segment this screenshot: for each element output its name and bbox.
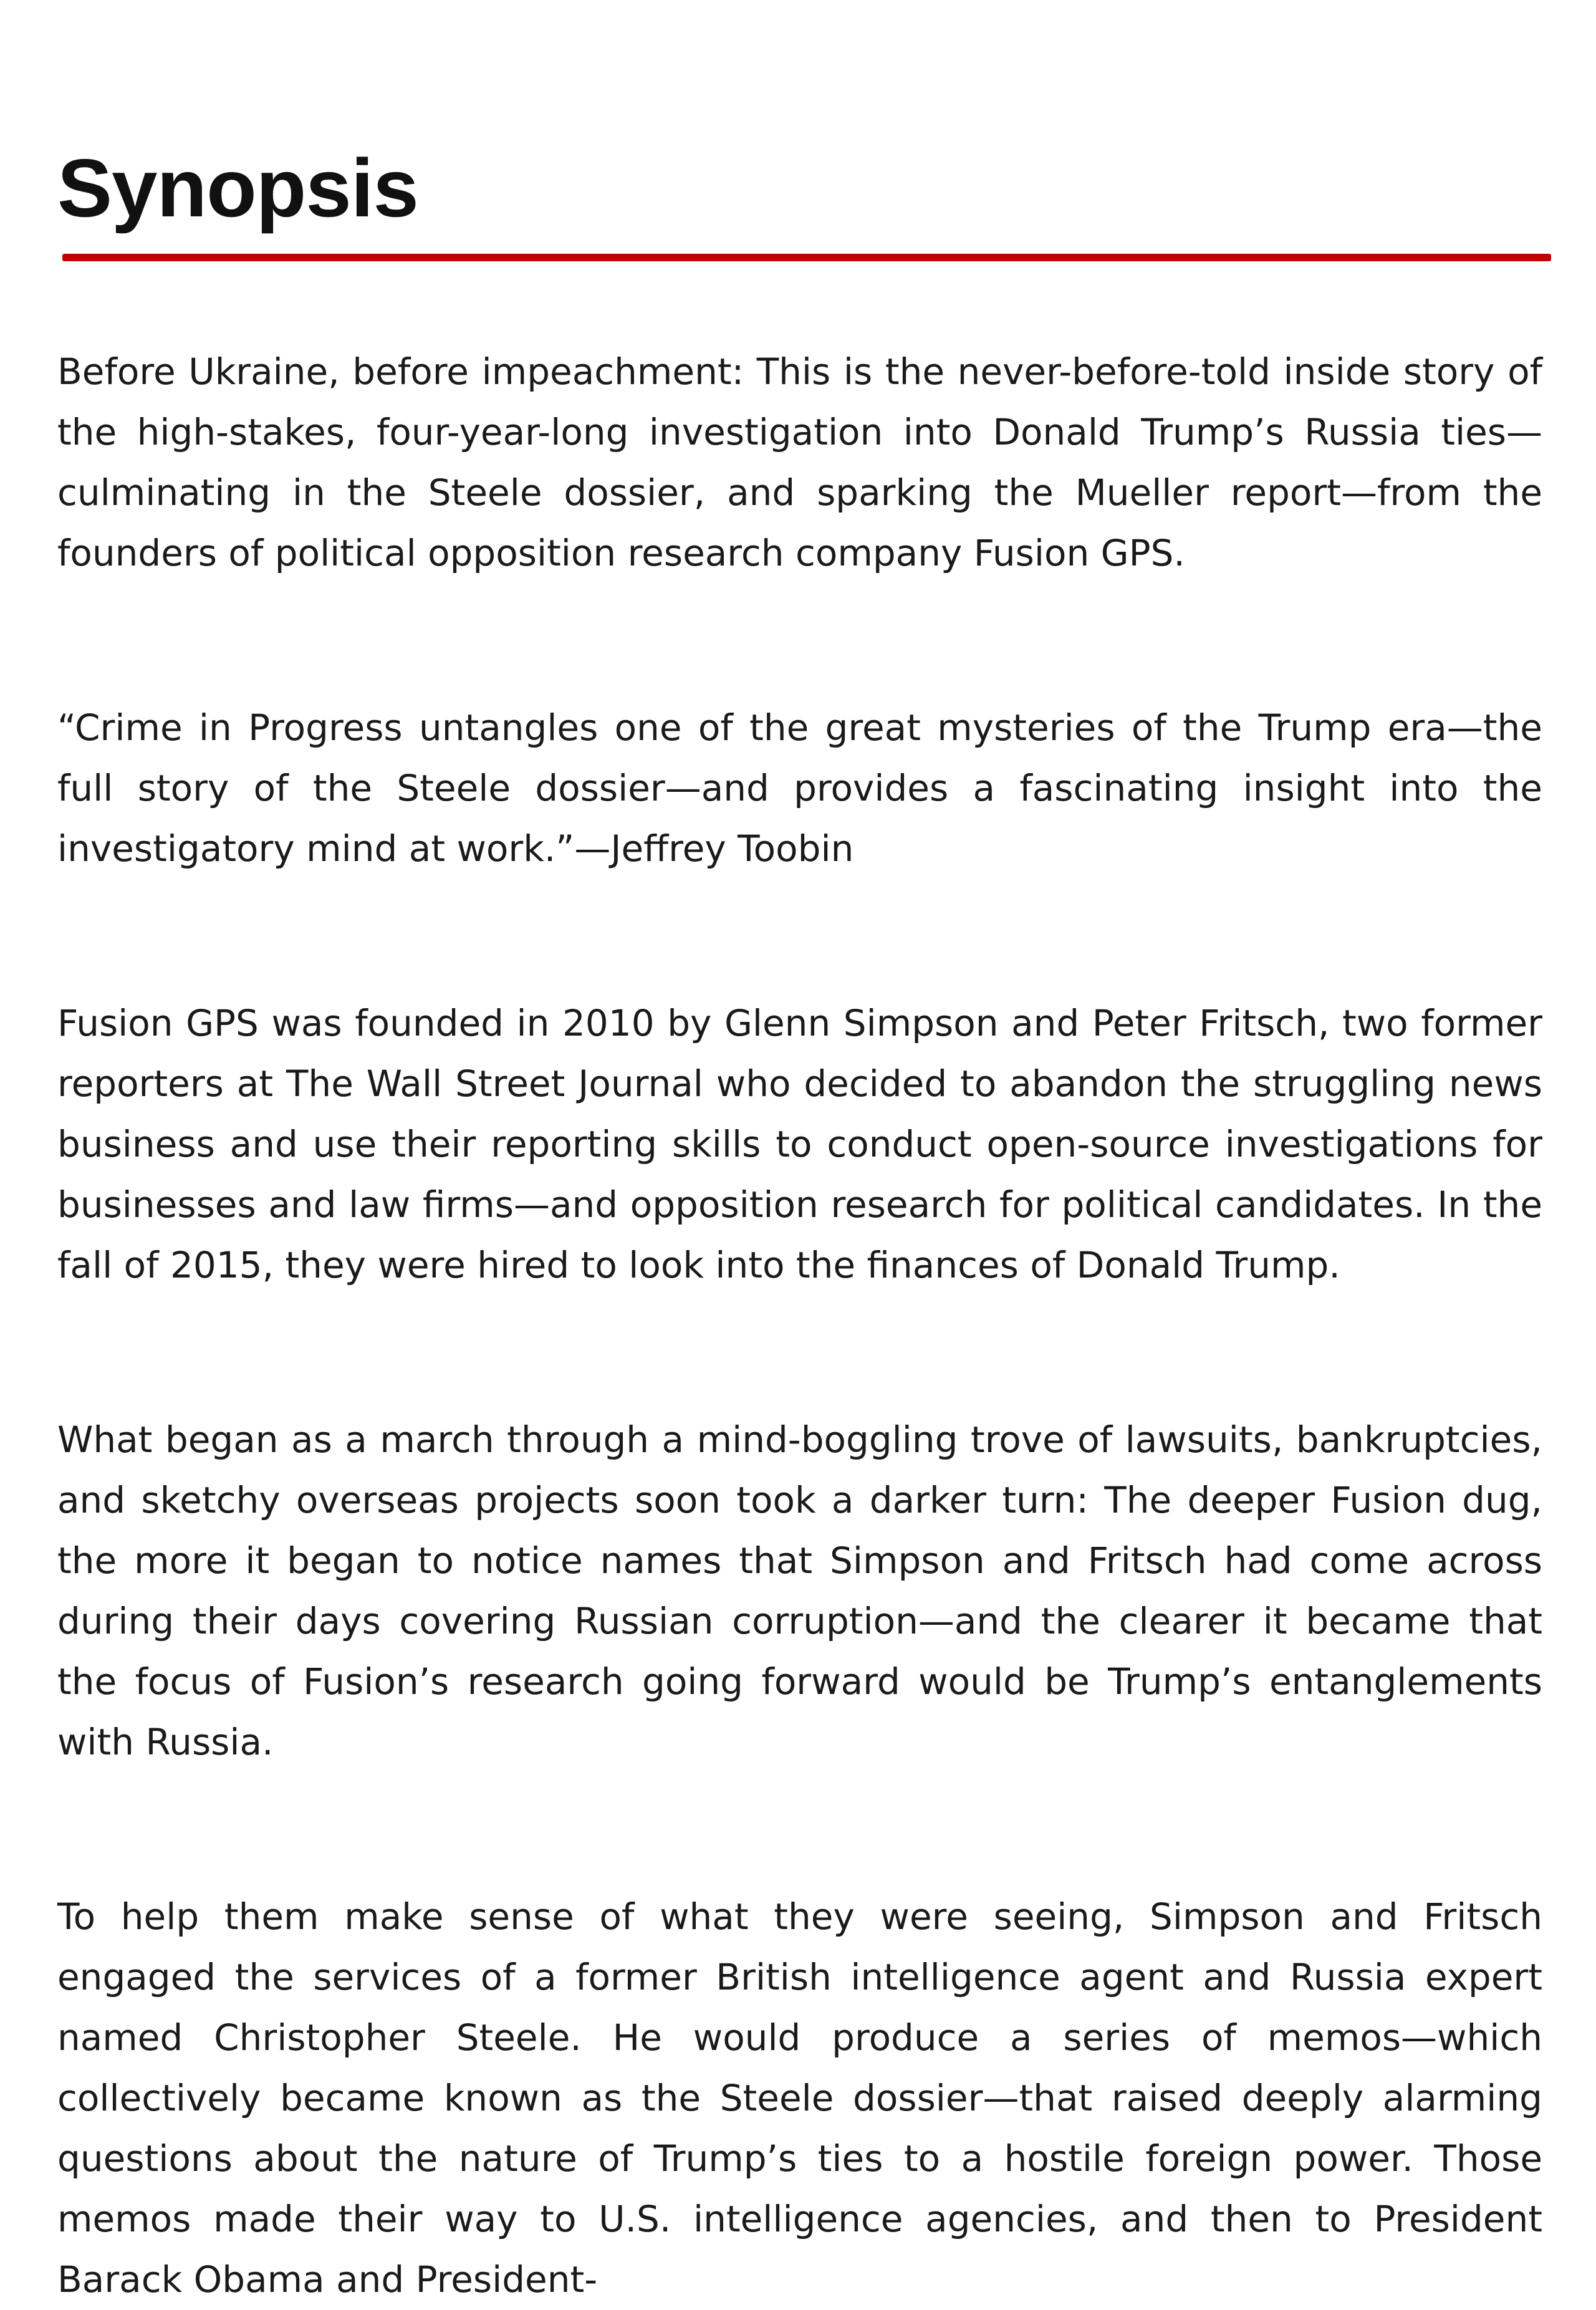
synopsis-body	[57, 342, 1542, 2310]
paragraph-founding: Fusion GPS was founded in 2010 by Glenn Simpson and Peter Fritsch, two former reporters at The Wall Street Journal who decided to abandon the struggling news business and use their reporting skills to conduct open-source investigations for businesses and law firms—and opposition research for political candidates. In the fall of 2015, they were hired to look into the finances of Donald Trump.	[57, 1002, 1542, 1286]
paragraph-quote: “Crime in Progress untangles one of the great mysteries of the Trump era—the full story of the Steele dossier—and provides a fascinating insight into the investigatory mind at work.”—Jeffrey Toobin	[57, 706, 1542, 870]
page-title: Synopsis	[57, 142, 418, 234]
title-divider	[62, 254, 1551, 261]
paragraph-investigation: What began as a march through a mind-boggling trove of lawsuits, bankruptcies, and sketchy overseas projects soon took a darker turn: The deeper Fusion dug, the more it began to notice names that Simpson and Fritsch had come across during their days covering Russian corruption—and the clearer it became that the focus of Fusion’s research going forward would be Trump’s entanglements with Russia.	[57, 1418, 1542, 1763]
paragraph-intro: Before Ukraine, before impeachment: This is the never-before-told inside story of the high-stakes, four-year-long investigation into Donald Trump’s Russia ties—culminating in the Steele dossier, and sparking the Mueller report—from the founders of political opposition research company Fusion GPS.	[57, 350, 1542, 574]
paragraph-steele: To help them make sense of what they were seeing, Simpson and Fritsch engaged the services of a former British intelligence agent and Russia expert named Christopher Steele. He would produce a series of memos—which collectively became known as the Steele dossier—that raised deeply alarming questions about the nature of Trump’s ties to a hostile foreign power. Those memos made their way to U.S. intelligence agencies, and then to President Barack Obama and President-	[57, 1895, 1542, 2301]
